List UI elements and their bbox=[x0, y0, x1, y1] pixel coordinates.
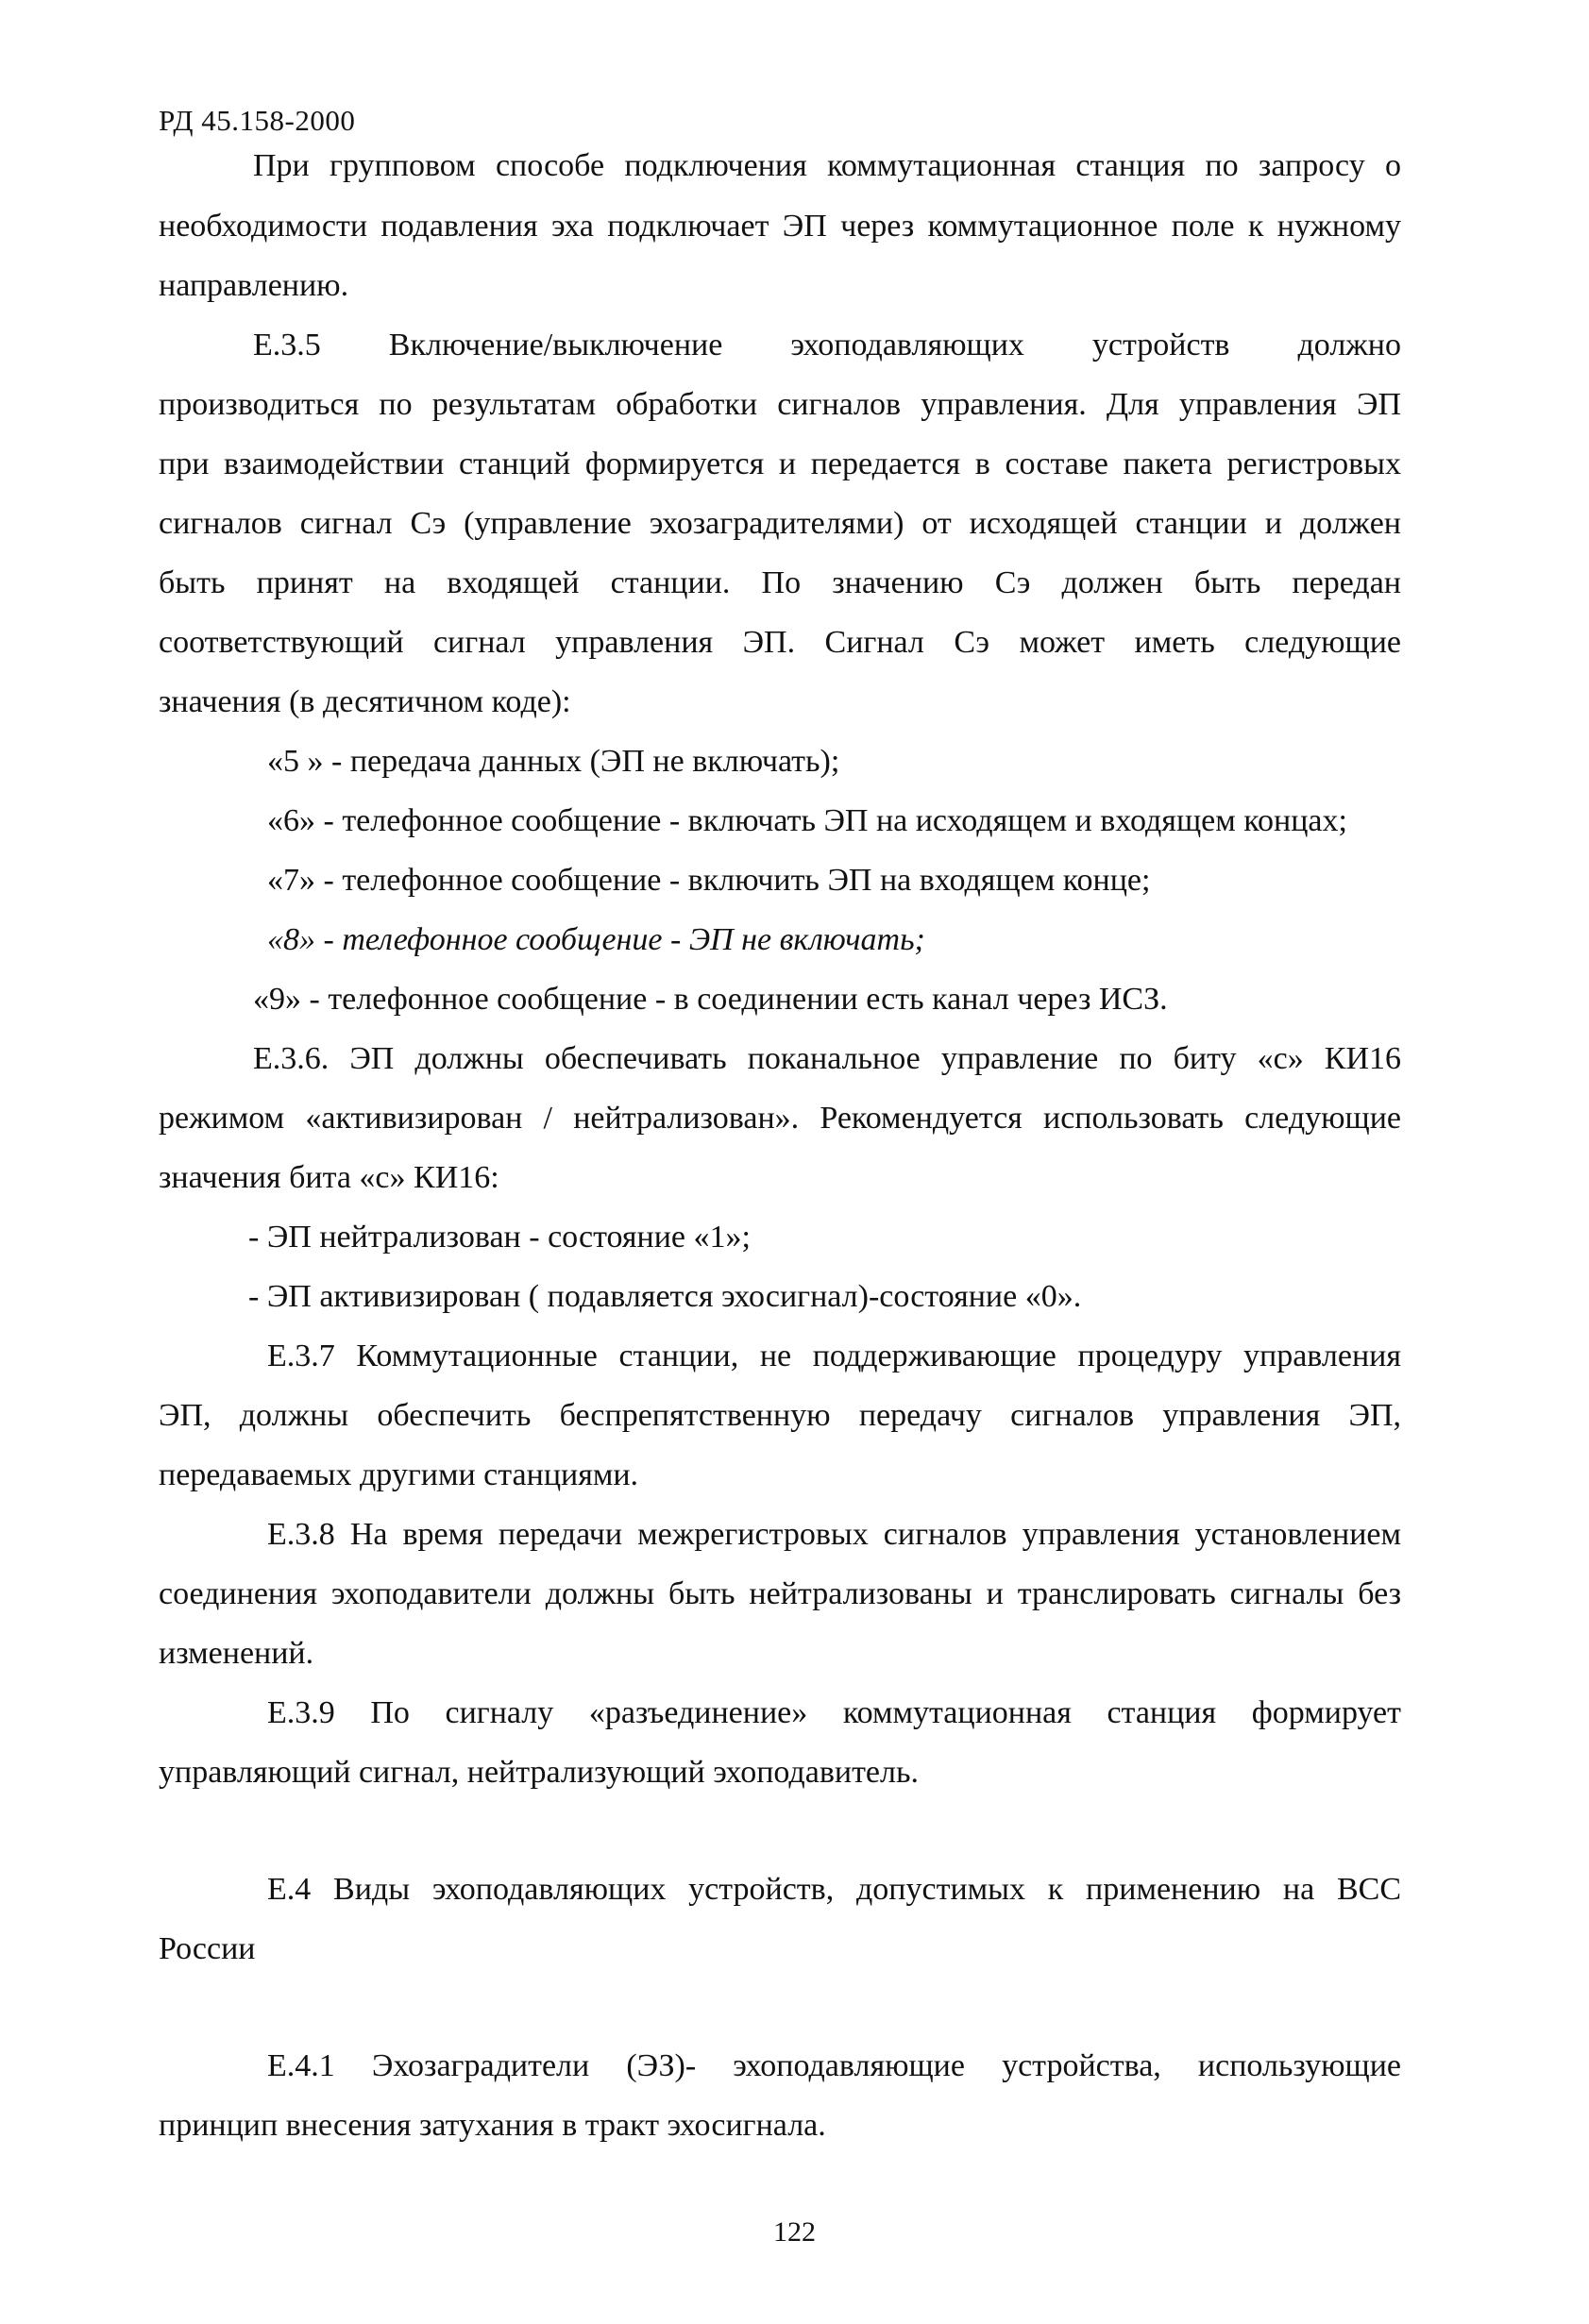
text-line: При групповом способе подключения коммутационная станция по запросу о bbox=[253, 148, 1401, 183]
text-line: управляющий сигнал, нейтрализующий эхоподавитель. bbox=[159, 1755, 919, 1790]
text-line: сигналов сигнал Сэ (управление эхозаградителями) от исходящей станции и должен bbox=[159, 506, 1401, 541]
text-line: быть принят на входящей станции. По значению Сэ должен быть передан bbox=[159, 565, 1401, 600]
text-line: передаваемых другими станциями. bbox=[159, 1457, 639, 1492]
list-item: - ЭП нейтрализован - состояние «1»; bbox=[248, 1220, 751, 1255]
list-item: «9» - телефонное сообщение - в соединении есть канал через ИСЗ. bbox=[253, 982, 1168, 1017]
text-line: производиться по результатам обработки сигналов управления. Для управления ЭП bbox=[159, 387, 1401, 422]
text-line: направлению. bbox=[159, 268, 349, 303]
section-heading: России bbox=[159, 1931, 256, 1966]
section-heading: Е.4 Виды эхоподавляющих устройств, допустимых к применению на ВСС bbox=[267, 1872, 1401, 1907]
text-line: при взаимодействии станций формируется и передается в составе пакета регистровых bbox=[159, 446, 1401, 481]
list-item: «5 » - передача данных (ЭП не включать); bbox=[267, 744, 840, 779]
page-number: 122 bbox=[773, 2216, 816, 2248]
list-item: «6» - телефонное сообщение - включать ЭП на исходящем и входящем концах; bbox=[267, 803, 1347, 838]
text-line: ЭП, должны обеспечить беспрепятственную передачу сигналов управления ЭП, bbox=[159, 1398, 1401, 1433]
text-line: значения (в десятичном коде): bbox=[159, 684, 571, 719]
text-line: изменений. bbox=[159, 1636, 314, 1671]
text-line: значения бита «с» КИ16: bbox=[159, 1160, 499, 1195]
text-line: режимом «активизирован / нейтрализован». Рекомендуется использовать следующие bbox=[159, 1101, 1401, 1136]
text-line: соответствующий сигнал управления ЭП. Сигнал Сэ может иметь следующие bbox=[159, 625, 1401, 660]
text-line: Е.4.1 Эхозаградители (ЭЗ)- эхоподавляющие устройства, использующие bbox=[267, 2048, 1401, 2083]
text-line: Е.3.6. ЭП должны обеспечивать поканальное управление по биту «с» КИ16 bbox=[253, 1041, 1401, 1076]
list-item: «7» - телефонное сообщение - включить ЭП на входящем конце; bbox=[267, 863, 1151, 898]
list-item: «8» - телефонное сообщение - ЭП не включать; bbox=[267, 922, 925, 957]
text-line: соединения эхоподавители должны быть нейтрализованы и транслировать сигналы без bbox=[159, 1576, 1401, 1611]
text-line: Е.3.5 Включение/выключение эхоподавляющих устройств должно bbox=[253, 328, 1401, 362]
text-line: необходимости подавления эха подключает ЭП через коммутационное поле к нужному bbox=[159, 209, 1401, 244]
text-line: Е.3.7 Коммутационные станции, не поддерживающие процедуру управления bbox=[267, 1339, 1401, 1373]
list-item: - ЭП активизирован ( подавляется эхосигнал)-состояние «0». bbox=[248, 1279, 1082, 1314]
text-line: Е.3.8 На время передачи межрегистровых сигналов управления установлением bbox=[267, 1517, 1401, 1552]
document-header: РД 45.158-2000 bbox=[159, 104, 356, 137]
text-line: принцип внесения затухания в тракт эхосигнала. bbox=[159, 2108, 826, 2143]
text-line: Е.3.9 По сигналу «разъединение» коммутационная станция формирует bbox=[267, 1695, 1401, 1730]
